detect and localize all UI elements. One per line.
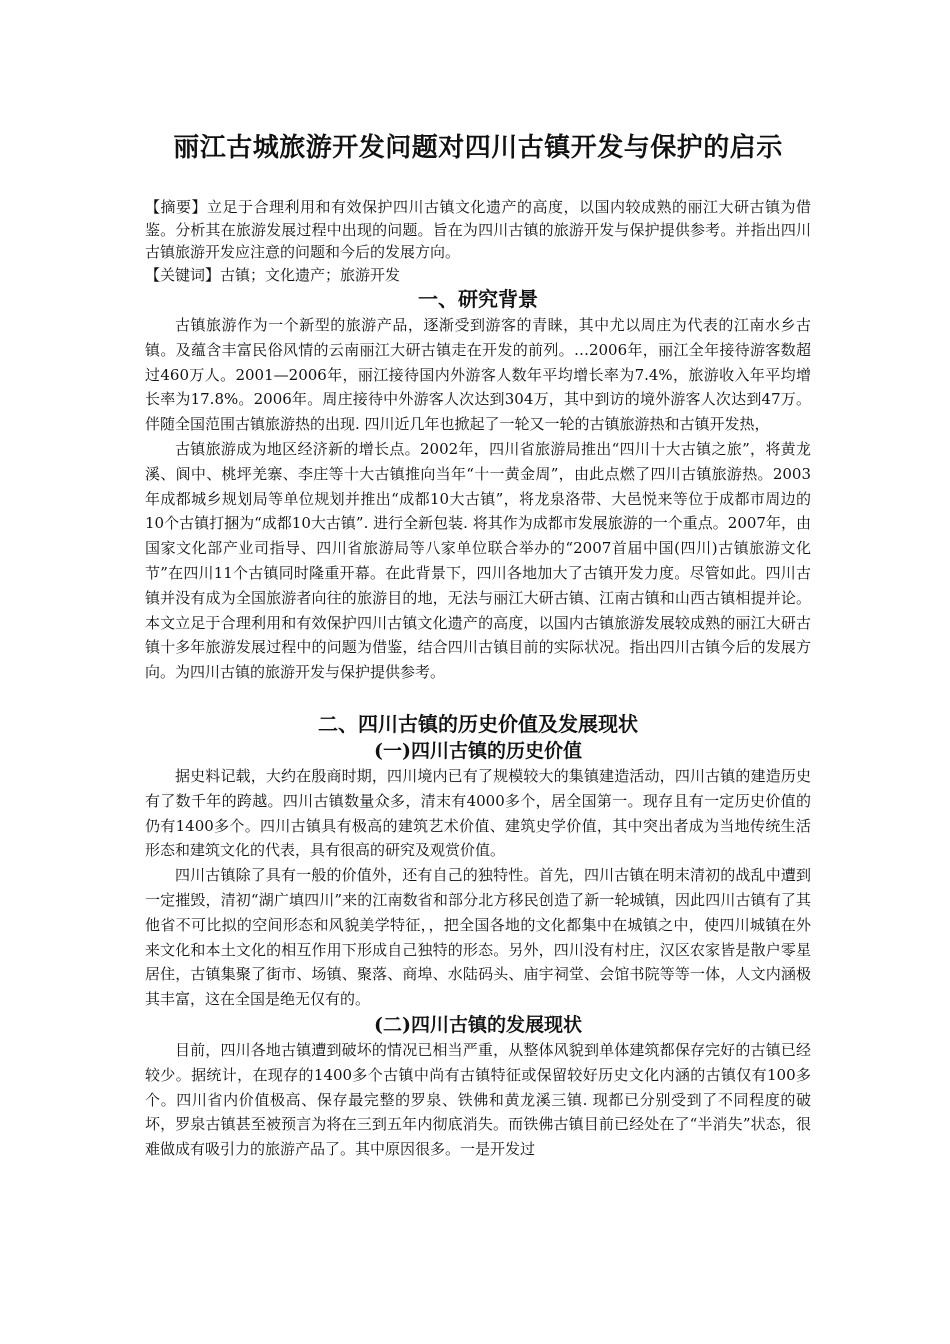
- document-title: 丽江古城旅游开发问题对四川古镇开发与保护的启示: [173, 133, 783, 163]
- paragraph: 目前，四川各地古镇遭到破坏的情况已相当严重，从整体风貌到单体建筑都保存完好的古镇已经较少。据统计，在现存的1400多个古镇中尚有古镇特征或保留较好历史文化内涵的古镇仅有100多个。四川省内价值极高、保存最完整的罗泉、铁佛和黄龙溪三镇. 现都已分别受到了不同程度的破坏，罗泉古镇甚至被预言为将在三到五年内彻底消失。而铁佛古镇目前已经处在了“半消失”状态，很难做成有吸引力的旅游产品了。其中原因很多。一是开发过: [145, 1040, 811, 1159]
- document-page: [145, 128, 811, 1162]
- keywords: 【关键词】古镇；文化遗产；旅游开发: [145, 265, 401, 284]
- paragraph: 古镇旅游成为地区经济新的增长点。2002年，四川省旅游局推出“四川十大古镇之旅”，将黄龙溪、阆中、桃坪羌寨、李庄等十大古镇推向当年“十一黄金周”，由此点燃了四川古镇旅游热。2003年成都城乡规划局等单位规划并推出“成都10大古镇”，将龙泉洛带、大邑悦来等位于成都市周边的10个古镇打捆为“成都10大古镇”. 进行全新包装. 将其作为成都市发展旅游的一个重点。2007年，由国家文化部产业司指导、四川省旅游局等八家单位联合举办的“2007首届中国(四川)古镇旅游文化节”在四川11个古镇同时隆重开幕。在此背景下，四川各地加大了古镇开发力度。尽管如此。四川古镇并没有成为全国旅游者向往的旅游目的地，无法与丽江大研古镇、江南古镇和山西古镇相提并论。本文立足于合理利用和有效保护四川古镇文化遗产的高度，以国内古镇旅游发展较成熟的丽江大研古镇十多年旅游发展过程中的问题为借鉴，结合四川古镇目前的实际状况。指出四川古镇今后的发展方向。为四川古镇的旅游开发与保护提供参考。: [145, 439, 811, 682]
- section-heading-history: 二、四川古镇的历史价值及发展现状: [318, 711, 638, 736]
- paragraph: 据史料记载，大约在殷商时期，四川境内已有了规模较大的集镇建造活动，四川古镇的建造历史有了数千年的跨越。四川古镇数量众多，清末有4000多个，居全国第一。现存且有一定历史价值的仍有1400多个。四川古镇具有极高的建筑艺术价值、建筑史学价值，其中突出者成为当地传统生活形态和建筑文化的代表，具有很高的研究及观赏价值。: [145, 766, 811, 860]
- abstract: 【摘要】立足于合理利用和有效保护四川古镇文化遗产的高度，以国内较成熟的丽江大研古镇为借鉴。分析其在旅游发展过程中出现的问题。旨在为四川古镇的旅游开发与保护提供参考。并指出四川古镇旅游开发应注意的问题和今后的发展方向。: [145, 198, 811, 261]
- subsection-heading-value: (一)四川古镇的历史价值: [374, 739, 582, 762]
- section-heading-background: 一、研究背景: [418, 287, 538, 311]
- paragraph: 四川古镇除了具有一般的价值外，还有自己的独特性。首先，四川古镇在明末清初的战乱中遭到一定摧毁，清初“湖广填四川”来的江南数省和部分北方移民创造了新一轮城镇，因此四川古镇有了其他省不可比拟的空间形态和风貌美学特征，，把全国各地的文化都集中在城镇之中，使四川城镇在外来文化和本土文化的相互作用下形成自己独特的形态。另外，四川没有村庄，汉区农家皆是散户零星居住，古镇集聚了街市、场镇、聚落、商埠、水陆码头、庙宇祠堂、会馆书院等等一体，人文内涵极其丰富，这在全国是绝无仅有的。: [145, 866, 811, 1009]
- paragraph: 古镇旅游作为一个新型的旅游产品，逐渐受到游客的青睐，其中尤以周庄为代表的江南水乡古镇。及蕴含丰富民俗风情的云南丽江大研古镇走在开发的前列。…2006年，丽江全年接待游客数超过460万人。2001—2006年，丽江接待国内外游客人数年平均增长率为7.4%，旅游收入年平均增长率为17.8%。2006年。周庄接待中外游客人次达到304万，其中到访的境外游客人次达到47万。伴随全国范围古镇旅游热的出现. 四川近几年也掀起了一轮又一轮的古镇旅游热和古镇开发热，: [145, 316, 811, 434]
- subsection-heading-status: (二)四川古镇的发展现状: [374, 1013, 582, 1036]
